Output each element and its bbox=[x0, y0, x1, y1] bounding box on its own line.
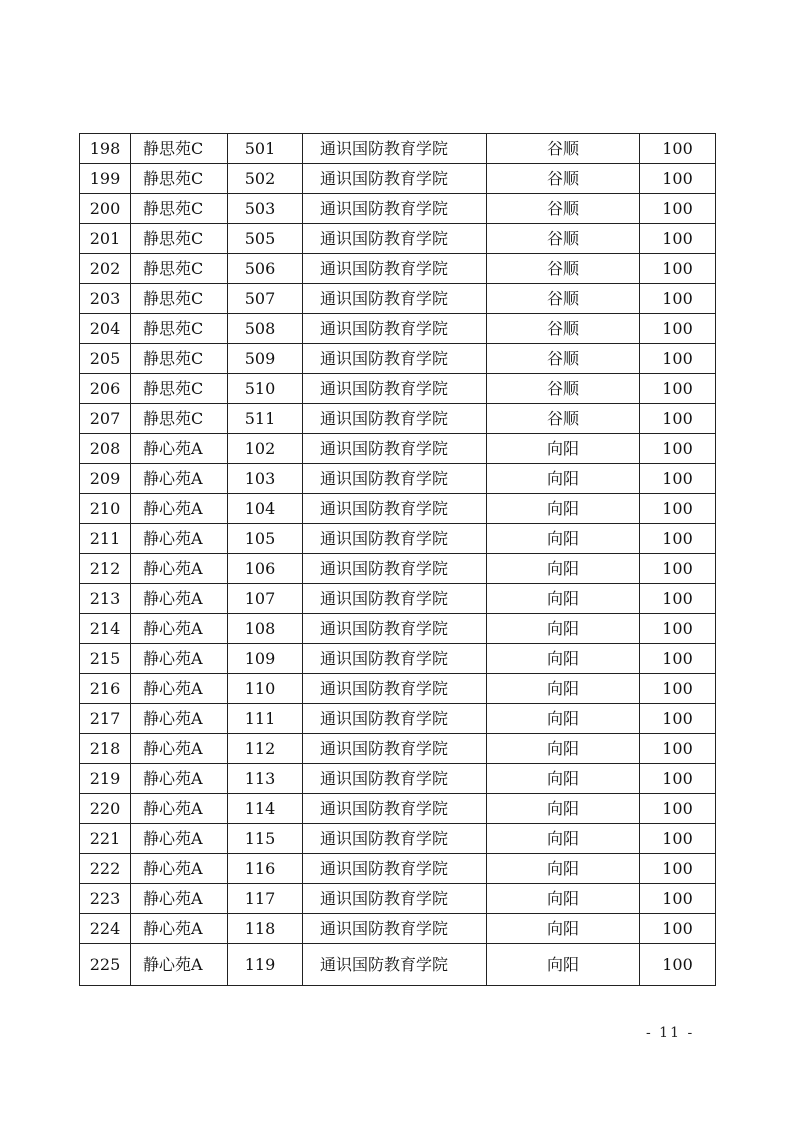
cell-room: 118 bbox=[228, 914, 303, 944]
cell-number: 224 bbox=[80, 914, 131, 944]
cell-leader: 向阳 bbox=[487, 554, 640, 584]
table-row bbox=[80, 344, 716, 374]
table-body bbox=[80, 134, 716, 986]
cell-room: 107 bbox=[228, 584, 303, 614]
cell-leader: 向阳 bbox=[487, 914, 640, 944]
cell-room: 507 bbox=[228, 284, 303, 314]
cell-college: 通识国防教育学院 bbox=[303, 254, 487, 284]
cell-leader: 向阳 bbox=[487, 734, 640, 764]
cell-room: 104 bbox=[228, 494, 303, 524]
table-row bbox=[80, 194, 716, 224]
cell-score: 100 bbox=[640, 914, 716, 944]
cell-leader: 谷顺 bbox=[487, 254, 640, 284]
cell-college: 通识国防教育学院 bbox=[303, 884, 487, 914]
cell-college: 通识国防教育学院 bbox=[303, 764, 487, 794]
cell-number: 198 bbox=[80, 134, 131, 164]
cell-number: 211 bbox=[80, 524, 131, 554]
cell-score: 100 bbox=[640, 194, 716, 224]
cell-score: 100 bbox=[640, 164, 716, 194]
cell-building: 静思苑C bbox=[131, 314, 228, 344]
cell-leader: 谷顺 bbox=[487, 284, 640, 314]
cell-score: 100 bbox=[640, 794, 716, 824]
cell-leader: 谷顺 bbox=[487, 404, 640, 434]
cell-room: 103 bbox=[228, 464, 303, 494]
cell-number: 205 bbox=[80, 344, 131, 374]
cell-building: 静心苑A bbox=[131, 614, 228, 644]
cell-score: 100 bbox=[640, 614, 716, 644]
cell-leader: 向阳 bbox=[487, 614, 640, 644]
table-row bbox=[80, 914, 716, 944]
cell-room: 506 bbox=[228, 254, 303, 284]
cell-building: 静思苑C bbox=[131, 134, 228, 164]
cell-building: 静心苑A bbox=[131, 854, 228, 884]
table-row bbox=[80, 674, 716, 704]
cell-score: 100 bbox=[640, 944, 716, 986]
cell-number: 219 bbox=[80, 764, 131, 794]
cell-leader: 谷顺 bbox=[487, 344, 640, 374]
cell-number: 203 bbox=[80, 284, 131, 314]
cell-number: 208 bbox=[80, 434, 131, 464]
cell-number: 221 bbox=[80, 824, 131, 854]
cell-score: 100 bbox=[640, 764, 716, 794]
cell-college: 通识国防教育学院 bbox=[303, 734, 487, 764]
cell-building: 静心苑A bbox=[131, 464, 228, 494]
cell-number: 202 bbox=[80, 254, 131, 284]
cell-room: 501 bbox=[228, 134, 303, 164]
cell-score: 100 bbox=[640, 464, 716, 494]
cell-college: 通识国防教育学院 bbox=[303, 404, 487, 434]
cell-building: 静心苑A bbox=[131, 794, 228, 824]
cell-building: 静心苑A bbox=[131, 554, 228, 584]
cell-score: 100 bbox=[640, 374, 716, 404]
cell-leader: 向阳 bbox=[487, 704, 640, 734]
cell-college: 通识国防教育学院 bbox=[303, 314, 487, 344]
table-row bbox=[80, 404, 716, 434]
cell-room: 502 bbox=[228, 164, 303, 194]
cell-building: 静心苑A bbox=[131, 674, 228, 704]
table-row bbox=[80, 554, 716, 584]
cell-college: 通识国防教育学院 bbox=[303, 134, 487, 164]
cell-leader: 向阳 bbox=[487, 464, 640, 494]
cell-college: 通识国防教育学院 bbox=[303, 944, 487, 986]
cell-college: 通识国防教育学院 bbox=[303, 644, 487, 674]
table-row bbox=[80, 614, 716, 644]
cell-number: 209 bbox=[80, 464, 131, 494]
table-row bbox=[80, 734, 716, 764]
cell-leader: 谷顺 bbox=[487, 164, 640, 194]
cell-building: 静心苑A bbox=[131, 644, 228, 674]
cell-room: 503 bbox=[228, 194, 303, 224]
cell-leader: 谷顺 bbox=[487, 134, 640, 164]
cell-score: 100 bbox=[640, 344, 716, 374]
cell-number: 215 bbox=[80, 644, 131, 674]
table-row bbox=[80, 314, 716, 344]
cell-college: 通识国防教育学院 bbox=[303, 194, 487, 224]
cell-room: 114 bbox=[228, 794, 303, 824]
cell-room: 109 bbox=[228, 644, 303, 674]
table-row bbox=[80, 434, 716, 464]
cell-building: 静心苑A bbox=[131, 884, 228, 914]
cell-room: 117 bbox=[228, 884, 303, 914]
cell-leader: 向阳 bbox=[487, 584, 640, 614]
cell-leader: 谷顺 bbox=[487, 314, 640, 344]
cell-score: 100 bbox=[640, 404, 716, 434]
cell-score: 100 bbox=[640, 284, 716, 314]
table-row bbox=[80, 374, 716, 404]
table-row bbox=[80, 254, 716, 284]
cell-number: 213 bbox=[80, 584, 131, 614]
cell-score: 100 bbox=[640, 554, 716, 584]
cell-number: 220 bbox=[80, 794, 131, 824]
cell-leader: 谷顺 bbox=[487, 374, 640, 404]
cell-college: 通识国防教育学院 bbox=[303, 374, 487, 404]
cell-leader: 向阳 bbox=[487, 524, 640, 554]
cell-building: 静心苑A bbox=[131, 734, 228, 764]
cell-leader: 向阳 bbox=[487, 494, 640, 524]
cell-room: 115 bbox=[228, 824, 303, 854]
cell-building: 静心苑A bbox=[131, 524, 228, 554]
cell-leader: 向阳 bbox=[487, 674, 640, 704]
cell-college: 通识国防教育学院 bbox=[303, 584, 487, 614]
cell-college: 通识国防教育学院 bbox=[303, 674, 487, 704]
cell-number: 214 bbox=[80, 614, 131, 644]
cell-score: 100 bbox=[640, 434, 716, 464]
cell-college: 通识国防教育学院 bbox=[303, 494, 487, 524]
cell-room: 111 bbox=[228, 704, 303, 734]
cell-leader: 向阳 bbox=[487, 824, 640, 854]
cell-building: 静思苑C bbox=[131, 284, 228, 314]
cell-leader: 向阳 bbox=[487, 794, 640, 824]
cell-college: 通识国防教育学院 bbox=[303, 224, 487, 254]
cell-number: 222 bbox=[80, 854, 131, 884]
cell-building: 静思苑C bbox=[131, 254, 228, 284]
cell-college: 通识国防教育学院 bbox=[303, 434, 487, 464]
cell-building: 静思苑C bbox=[131, 194, 228, 224]
cell-score: 100 bbox=[640, 224, 716, 254]
table-row bbox=[80, 764, 716, 794]
table-row bbox=[80, 824, 716, 854]
cell-score: 100 bbox=[640, 584, 716, 614]
cell-score: 100 bbox=[640, 734, 716, 764]
cell-building: 静心苑A bbox=[131, 434, 228, 464]
table-row bbox=[80, 854, 716, 884]
cell-number: 218 bbox=[80, 734, 131, 764]
table-row bbox=[80, 164, 716, 194]
cell-number: 200 bbox=[80, 194, 131, 224]
cell-college: 通识国防教育学院 bbox=[303, 794, 487, 824]
cell-number: 223 bbox=[80, 884, 131, 914]
table-row bbox=[80, 704, 716, 734]
cell-number: 212 bbox=[80, 554, 131, 584]
table-row bbox=[80, 584, 716, 614]
cell-building: 静心苑A bbox=[131, 494, 228, 524]
cell-college: 通识国防教育学院 bbox=[303, 464, 487, 494]
table-row bbox=[80, 494, 716, 524]
cell-college: 通识国防教育学院 bbox=[303, 344, 487, 374]
table-row bbox=[80, 944, 716, 986]
cell-score: 100 bbox=[640, 704, 716, 734]
table-row bbox=[80, 284, 716, 314]
cell-room: 508 bbox=[228, 314, 303, 344]
cell-leader: 谷顺 bbox=[487, 224, 640, 254]
cell-room: 105 bbox=[228, 524, 303, 554]
cell-number: 204 bbox=[80, 314, 131, 344]
cell-room: 505 bbox=[228, 224, 303, 254]
table-row bbox=[80, 794, 716, 824]
cell-college: 通识国防教育学院 bbox=[303, 554, 487, 584]
cell-college: 通识国防教育学院 bbox=[303, 854, 487, 884]
page-number: - 11 - bbox=[646, 1025, 695, 1041]
cell-building: 静思苑C bbox=[131, 374, 228, 404]
cell-room: 102 bbox=[228, 434, 303, 464]
cell-room: 510 bbox=[228, 374, 303, 404]
cell-leader: 向阳 bbox=[487, 764, 640, 794]
cell-leader: 向阳 bbox=[487, 944, 640, 986]
table-row bbox=[80, 464, 716, 494]
cell-number: 217 bbox=[80, 704, 131, 734]
cell-score: 100 bbox=[640, 134, 716, 164]
cell-number: 201 bbox=[80, 224, 131, 254]
cell-score: 100 bbox=[640, 854, 716, 884]
cell-score: 100 bbox=[640, 494, 716, 524]
cell-building: 静心苑A bbox=[131, 944, 228, 986]
table-row bbox=[80, 524, 716, 554]
cell-score: 100 bbox=[640, 524, 716, 554]
cell-room: 112 bbox=[228, 734, 303, 764]
cell-score: 100 bbox=[640, 644, 716, 674]
table-row bbox=[80, 884, 716, 914]
cell-score: 100 bbox=[640, 254, 716, 284]
cell-building: 静思苑C bbox=[131, 164, 228, 194]
table-row bbox=[80, 134, 716, 164]
cell-college: 通识国防教育学院 bbox=[303, 824, 487, 854]
cell-college: 通识国防教育学院 bbox=[303, 164, 487, 194]
cell-building: 静心苑A bbox=[131, 764, 228, 794]
cell-room: 106 bbox=[228, 554, 303, 584]
cell-room: 116 bbox=[228, 854, 303, 884]
cell-leader: 向阳 bbox=[487, 884, 640, 914]
cell-number: 199 bbox=[80, 164, 131, 194]
cell-number: 207 bbox=[80, 404, 131, 434]
table-row bbox=[80, 224, 716, 254]
cell-building: 静思苑C bbox=[131, 224, 228, 254]
cell-number: 206 bbox=[80, 374, 131, 404]
cell-room: 511 bbox=[228, 404, 303, 434]
cell-score: 100 bbox=[640, 314, 716, 344]
cell-college: 通识国防教育学院 bbox=[303, 914, 487, 944]
cell-score: 100 bbox=[640, 884, 716, 914]
cell-building: 静心苑A bbox=[131, 704, 228, 734]
cell-building: 静心苑A bbox=[131, 824, 228, 854]
cell-score: 100 bbox=[640, 674, 716, 704]
cell-leader: 向阳 bbox=[487, 644, 640, 674]
cell-room: 113 bbox=[228, 764, 303, 794]
dormitory-score-table bbox=[79, 133, 716, 986]
cell-college: 通识国防教育学院 bbox=[303, 284, 487, 314]
cell-leader: 谷顺 bbox=[487, 194, 640, 224]
cell-building: 静心苑A bbox=[131, 914, 228, 944]
cell-building: 静心苑A bbox=[131, 584, 228, 614]
cell-college: 通识国防教育学院 bbox=[303, 524, 487, 554]
cell-room: 119 bbox=[228, 944, 303, 986]
cell-building: 静思苑C bbox=[131, 344, 228, 374]
cell-room: 108 bbox=[228, 614, 303, 644]
cell-building: 静思苑C bbox=[131, 404, 228, 434]
cell-leader: 向阳 bbox=[487, 854, 640, 884]
cell-number: 225 bbox=[80, 944, 131, 986]
cell-room: 110 bbox=[228, 674, 303, 704]
cell-number: 216 bbox=[80, 674, 131, 704]
cell-number: 210 bbox=[80, 494, 131, 524]
table-row bbox=[80, 644, 716, 674]
cell-score: 100 bbox=[640, 824, 716, 854]
cell-college: 通识国防教育学院 bbox=[303, 704, 487, 734]
cell-leader: 向阳 bbox=[487, 434, 640, 464]
cell-room: 509 bbox=[228, 344, 303, 374]
cell-college: 通识国防教育学院 bbox=[303, 614, 487, 644]
